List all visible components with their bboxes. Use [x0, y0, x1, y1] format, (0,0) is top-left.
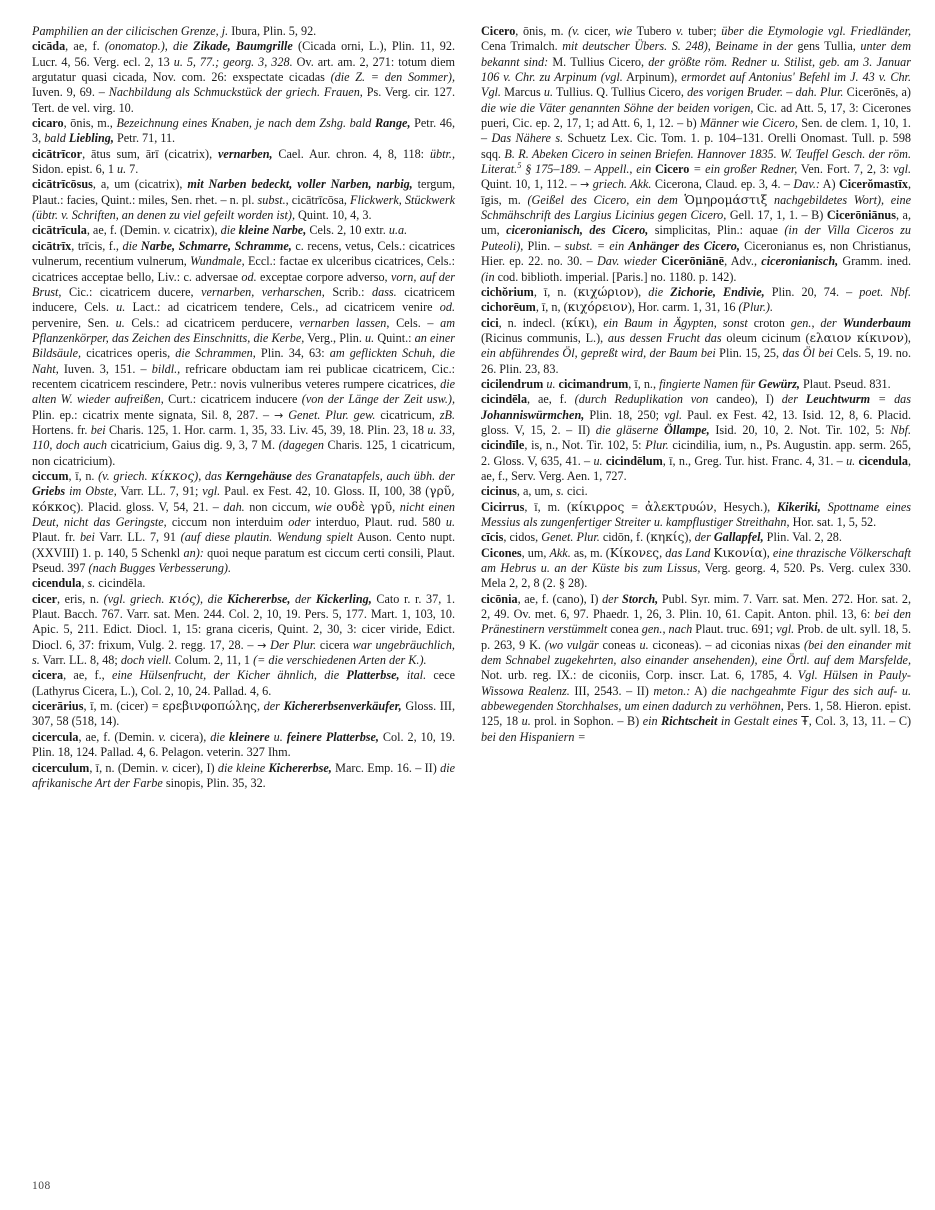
entry-cicendula: cicendula, s. cicindēla.: [32, 576, 146, 591]
entry-cicindela: cicindēla, ae, f. (durch Reduplikation von candeo), I) der Leuchtwurm = das Johanniswürmchen, Plin. 18, 250; vgl. Paul. ex Fest. 42, 13. Isid. 12, 8, 6. Placid. gloss. V, 15, 2. – II) die gläserne Öllampe, Isid. 20, 10, 2. Not. Tir. 102, 5: Nbf. cicindīle, is, n., Not. Tir. 102, 5: Plur. cicindilia, ium, n., Ps. Augustin. app. serm. 265, 2. Gloss. V, 635, 41. – u. cicindēlum, ī, n., Greg. Tur. hist. Franc. 4, 31. – u. cicendula, ae, f., Serv. Verg. Aen. 1, 727.: [481, 392, 912, 483]
entry-cicatricosus: cicātrīcōsus, a, um (cicatrix), mit Narben bedeckt, voller Narben, narbig, tergum, Plaut.: facies, Quint.: miles, Sen. rhet. – n. pl. subst., cicātrīcōsa, Flickwerk, Stückwerk (übtr. v. Schriften, an denen zu viel gefeilt worden ist), Quint. 10, 4, 3.: [32, 177, 456, 223]
entry-cichorium: cichŏrium, ī, n. (κιχώριον), die Zichorie, Endivie, Plin. 20, 74. – poet. Nbf. cichorēum, ī, n, (κιχόρειον), Hor. carm. 1, 31, 16 (Plur.).: [481, 284, 912, 315]
entry-cicones: Cicones, um, Akk. as, m. (Κίκονες, das Land Κικονία), eine thrazische Völkerschaft am Hebrus u. an der Küste bis zum Lissus, Verg. georg. 4, 520. Ps. Verg. culex 330. Mela 2, 2, 8 (2. § 28).: [481, 545, 911, 591]
entry-cicercula: cicercula, ae, f. (Demin. v. cicera), die kleinere u. feinere Platterbse, Col. 2, 10, 19. Plin. 18, 124. Pallad. 4, 6. Pelagon. veterin. 327 Ihm.: [32, 729, 456, 760]
page-number: 108: [32, 1180, 51, 1192]
entry-cicerculum: cicerculum, ī, n. (Demin. v. cicer), I) die kleine Kichererbse, Marc. Emp. 16. – II) die afrikanische Art der Farbe sinopis, Plin. 35, 32.: [32, 760, 455, 790]
left-column: [32, 24, 455, 1164]
entry-cicatrix: cicātrīx, trīcis, f., die Narbe, Schmarre, Schramme, c. recens, vetus, Cels.: cicatrices vulnerum, recentium vulnerum, Wundmale, Eccl.: factae ex ulceribus cicatrices, Cels.: cicatrices acceptae bello, Liv.: c. adversae od. exceptae corpore adverso, vorn, auf der Brust, Cic.: cicatricem ducere, vernarben, verharschen, Scrib.: dass. cicatricem inducere, Cels. u. Lact.: ad cicatricem tendere, Cels., ad cicatricem venire od. pervenire, Sen. u. Cels.: ad cicatricem perducere, vernarben lassen, Cels. – am Pflanzenkörper, das Zeichen des Einschnitts, die Kerbe, Verg., Plin. u. Quint.: an einer Bildsäule, cicatrices operis, die Schrammen, Plin. 34, 63: am geflickten Schuh, die Naht, Iuven. 3, 151. – bildl., refricare obductam iam rei publicae cicatricem, Cic.: recentem cicatricem rescindere, Petr.: novis vulneribus veteres rumpere cicatrices, die alten W. wieder aufreißen, Curt.: cicatricem inducere (von der Länge der Zeit usw.), Plin. ep.: cicatrix mente signata, Sil. 8, 287. – → Genet. Plur. gew. cicatricum, zB. Hortens. fr. bei Charis. 125, 1. Hor. carm. 1, 35, 33. Liv. 45, 39, 18. Plin. 23, 18 u. 33, 110, doch auch cicatricium, Gaius dig. 9, 3, 7 M. (dagegen Charis. 125, 1 cicatricum, non cicatricium).: [32, 238, 455, 468]
entry-cicilendrum: cicilendrum u. cicimandrum, ī, n., fingierte Namen für Gewürz, Plaut. Pseud. 831.: [481, 376, 891, 391]
entry-ciccum: ciccum, ī, n. (v. griech. κίκκος), das Kerngehäuse des Granatapfels, auch übh. der Griebs im Obste, Varr. LL. 7, 91; vgl. Paul. ex Fest. 42, 10. Gloss. II, 100, 38 (γρῦ, κόκκος). Placid. gloss. V, 54, 21. – dah. non ciccum, wie ουδὲ γρῦ, nicht einen Deut, nicht das Geringste, ciccum non interduim oder interduo, Plaut. rud. 580 u. Plaut. fr. bei Varr. LL. 7, 91 (auf diese plautin. Wendung spielt Auson. Cento nupt. (XXVIII) 1. p. 140, 5 Schenkl an): quoi neque paratum est ciccum certi consili, Plaut. Pseud. 397 (nach Bugges Verbesserung).: [32, 468, 456, 576]
entry-cicera: cicera, ae, f., eine Hülsenfrucht, der Kicher ähnlich, die Platterbse, ital. cece (Lathyrus Cicera, L.), Col. 2, 10, 24. Pallad. 4, 6.: [32, 668, 456, 698]
entry-cicer: cicer, eris, n. (vgl. griech. κιός), die Kichererbse, der Kickerling, Cato r. r. 37, 1. Plaut. Bacch. 767. Varr. sat. Men. 244. Col. 2, 10, 19. Pers. 5, 177. Mart. 1, 103, 10. Apic. 5, 211. Edict. Diocl. 1, 15: grana ciceris, Quint. 2, 30, 3: cicer viride, Edict. Diocl. 6, 37: frixum, Vulg. 2. regg. 17, 28. – → Der Plur. cicera war ungebräuchlich, s. Varr. LL. 8, 48; doch viell. Colum. 2, 11, 1 (= die verschiedenen Arten der K.).: [32, 591, 455, 668]
continuation-pamphilien: Pamphilien an der cilicischen Grenze, j. Ibura, Plin. 5, 92.: [32, 24, 317, 38]
entry-cicinus: cicinus, a, um, s. cici.: [481, 484, 588, 499]
entry-cici: cici, n. indecl. (κίκι), ein Baum in Ägypten, sonst croton gen., der Wunderbaum (Ricinus communis, L.), aus dessen Frucht das oleum cicinum (ελαιον κίκινον), ein abführendes Öl, gepreßt wird, der Baum bei Plin. 15, 25, das Öl bei Cels. 5, 19. no. 26. Plin. 23, 83.: [481, 315, 912, 376]
right-column: [481, 24, 911, 1164]
entry-ciconia: cicōnia, ae, f. (cano), I) der Storch, Publ. Syr. mim. 7. Varr. sat. Men. 272. Hor. sat. 2, 2, 49. Ov. met. 6, 97. Phaedr. 1, 26, 3. Plin. 10, 61. Capit. Anton. phil. 13, 6: bei den Pränestinern verstümmelt conea gen., nach Plaut. truc. 691; vgl. Prob. de ult. syll. 18, 5. p. 263, 9 K. (wo vulgär coneas u. ciconeas). – ad ciconias nixas (bei den einander mit dem Schnabel zugekehrten, also einander ansehenden), eine Örtl. auf dem Marsfelde, Not. urb. reg. IX.: de ciconiis, Corp. inscr. Lat. 6, 1785, 4. Vgl. Hülsen in Pauly-Wissowa Realenz. III, 2543. – II) meton.: A) die nachgeahmte Figur des sich auf- u. abbewegenden Storchhalses, um einen dadurch zu verhöhnen, Pers. 1, 58. Hieron. epist. 125, 18 u. prol. in Sophon. – B) ein Richtscheit in Gestalt eines Ŧ, Col. 3, 13, 11. – C) bei den Hispaniern =: [481, 591, 912, 744]
entry-cicirrus: Cicirrus, ī, m. (κίκιρρος = ἀλεκτρυών, Hesych.), Kikeriki, Spottname eines Messius als zungenfertiger Streiter u. kampflustiger Streithahn, Hor. sat. 1, 5, 52.: [481, 499, 912, 529]
entry-cicatricula: cicātrīcula, ae, f. (Demin. v. cicatrix), die kleine Narbe, Cels. 2, 10 extr. u.a.: [32, 223, 408, 238]
entry-cicaro: cicaro, ōnis, m., Bezeichnung eines Knaben, je nach dem Zshg. bald Range, Petr. 46, 3, bald Liebling, Petr. 71, 11.: [32, 116, 455, 146]
two-column-body: [32, 24, 912, 1164]
entry-cicerarius: cicerārius, ī, m. (cicer) = ερεβινφοπώλης, der Kichererbsenverkäufer, Gloss. III, 307, 58 (518, 14).: [32, 699, 456, 729]
entry-cicis: cīcis, cidos, Genet. Plur. cidōn, f. (κηκίς), der Gallapfel, Plin. Val. 2, 28.: [481, 530, 842, 545]
entry-cicada: cicāda, ae, f. (onomatop.), die Zikade, Baumgrille (Cicada orni, L.), Plin. 11, 92. Lucr. 4, 56. Verg. ecl. 2, 13 u. 5, 77.; georg. 3, 328. Ov. art. am. 2, 271: totum diem argutatur quasi cicada, Nov. com. 26: exspectate cicadas (die Z. = den Sommer), Iuven. 9, 69. – Nachbildung als Schmuckstück der griech. Frauen, Ps. Verg. cir. 127. Tert. de vel. virg. 10.: [32, 39, 455, 115]
entry-cicatricor: cicātrīcor, ātus sum, ārī (cicatrix), vernarben, Cael. Aur. chron. 4, 8, 118: übtr., Sidon. epist. 6, 1 u. 7.: [32, 146, 455, 177]
entry-cicero: Cicero, ōnis, m. (v. cicer, wie Tubero v. tuber; über die Etymologie vgl. Friedländer, Cena Trimalch. mit deutscher Übers. S. 248), Beiname in der gens Tullia, unter dem bekannt sind: M. Tullius Cicero, der größte röm. Redner u. Stilist, geb. am 3. Januar 106 v. Chr. zu Arpinum (vgl. Arpinum), ermordet auf Antonius' Befehl im J. 43 v. Chr. Vgl. Marcus u. Tullius. Q. Tullius Cicero, des vorigen Bruder. – dah. Plur. Cicerōnēs, a) die wie die Väter genannten Söhne der beiden vorigen, Cic. ad Att. 5, 17, 3: Cicerones pueri, Cic. ep. 2, 17, 1; ad Att. 6, 1, 12. – b) Männer wie Cicero, Sen. de clem. 1, 10, 1. – Das Nähere s. Schuetz Lex. Cic. Tom. 1. p. 104–131. Orelli Onomast. Tull. p. 598 sqq. B. R. Abeken Cicero in seinen Briefen. Hannover 1835. W. Teuffel Gesch. der röm. Literat.$^5$ § 175–189. – Appell., ein Cicero = ein großer Redner, Ven. Fort. 7, 2, 3: vgl. Quint. 10, 1, 112. – → griech. Akk. Cicerona, Claud. ep. 3, 4. – Dav.: A) Cicerŏmastīx, īgis, m. (Geißel des Cicero, ein dem Ὁμηρομάστιξ nachgebildetes Wort), eine Schmähschrift des Largius Licinius gegen Cicero, Gell. 17, 1, 1. – B) Cicerōniānus, a, um, ciceronianisch, des Cicero, simplicitas, Plin.: aquae (in der Villa Ciceros zu Puteoli), Plin. – subst. = ein Anhänger des Cicero, Ciceronianus es, non Christianus, Hier. ep. 22. no. 30. – Dav. wieder Cicerōniānē, Adv., ciceronianisch, Gramm. ined. (in cod. biblioth. imperial. [Paris.] no. 1180. p. 142).: [481, 24, 912, 284]
